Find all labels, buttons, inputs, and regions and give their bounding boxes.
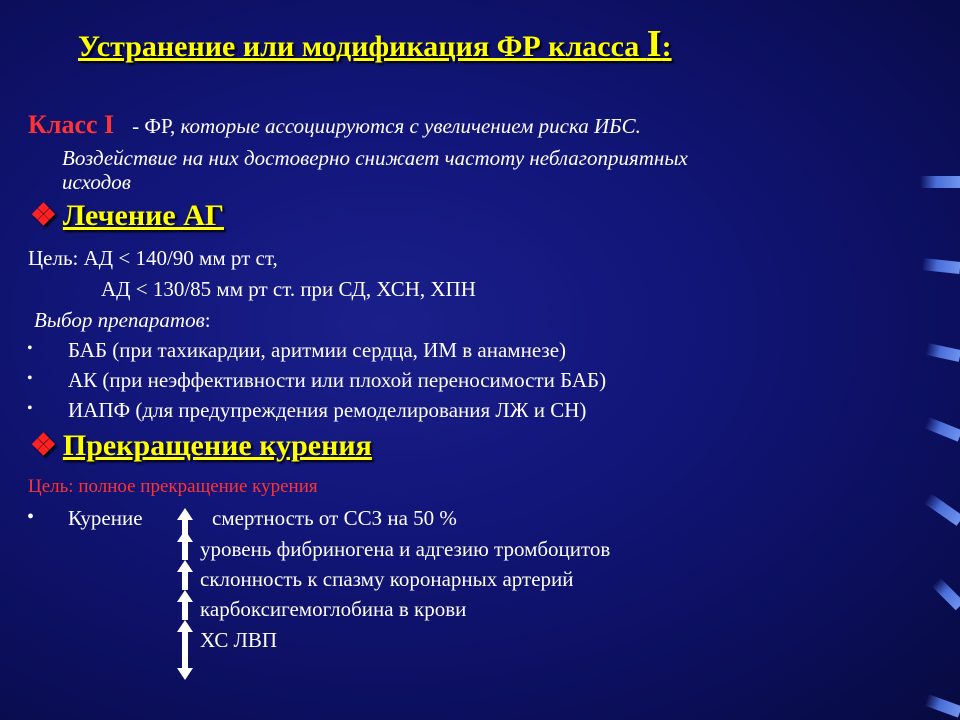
section-heading-ag — [30, 198, 224, 233]
title-text: Устранение или модификация ФР класса — [78, 30, 647, 63]
arrow-up-icon — [176, 590, 194, 620]
decor-stripe — [924, 694, 960, 718]
arrow-up-icon — [176, 560, 194, 590]
smoking-goal: Цель: полное прекращение курения — [28, 476, 318, 497]
class-label: Класс I — [28, 110, 115, 139]
slide-title — [78, 22, 672, 66]
ag-item-2: АК (при неэффективности или плохой переносимости БАБ) — [68, 368, 607, 392]
decor-stripe — [925, 343, 960, 362]
ag-choice — [34, 308, 211, 333]
diamond-bullet-icon: ❖ — [30, 199, 57, 232]
bullet-icon: • — [27, 370, 33, 387]
ag-item-3: ИАПФ (для предупреждения ремоделирования ЛЖ и СН) — [68, 398, 587, 422]
class-line2: Воздействие на них достоверно снижает частоту неблагоприятных — [62, 146, 688, 170]
ag-goal-1: Цель: АД < 140/90 мм рт ст, — [28, 246, 278, 270]
arrow-up-icon — [176, 530, 194, 560]
smoking-effect-3: склонность к спазму коронарных артерий — [200, 567, 574, 591]
bullet-icon: • — [27, 400, 33, 417]
decor-stripe — [932, 578, 960, 611]
class-continuation — [62, 146, 688, 194]
title-colon: : — [661, 30, 672, 63]
arrow-up-icon — [176, 620, 194, 650]
section-smoking-title: Прекращение курения — [62, 429, 372, 462]
class-definition — [28, 110, 641, 140]
ag-goal-2: АД < 130/85 мм рт ст. при СД, ХСН, ХПН — [101, 277, 476, 301]
smoking-label: Курение — [68, 506, 143, 530]
decor-stripe — [924, 493, 960, 526]
bullet-icon: • — [27, 506, 35, 528]
diamond-bullet-icon: ❖ — [30, 429, 57, 462]
section-heading-smoking — [30, 428, 372, 463]
decor-stripe — [920, 176, 960, 188]
class-line1: которые ассоциируются с увеличением риска ИБС. — [180, 114, 641, 138]
ag-item-1: БАБ (при тахикардии, аритмии сердца, ИМ в анамнезе) — [68, 338, 567, 362]
decor-stripe — [922, 258, 960, 274]
class-line3: исходов — [62, 170, 131, 194]
decor-stripe — [924, 417, 960, 442]
title-roman: I — [646, 23, 662, 65]
bullet-icon: • — [27, 340, 33, 357]
section-ag-title: Лечение АГ — [62, 199, 224, 232]
ag-choice-label: Выбор препаратов — [34, 308, 205, 332]
arrow-down-icon — [176, 648, 194, 680]
class-dash: - ФР, — [132, 114, 181, 138]
smoking-effect-2: уровень фибриногена и адгезию тромбоцитов — [200, 537, 611, 561]
smoking-effect-4: карбоксигемоглобина в крови — [200, 597, 467, 621]
smoking-effect-1: смертность от ССЗ на 50 % — [212, 506, 457, 530]
smoking-effect-5: ХС ЛВП — [200, 628, 278, 652]
ag-choice-colon: : — [204, 308, 211, 332]
